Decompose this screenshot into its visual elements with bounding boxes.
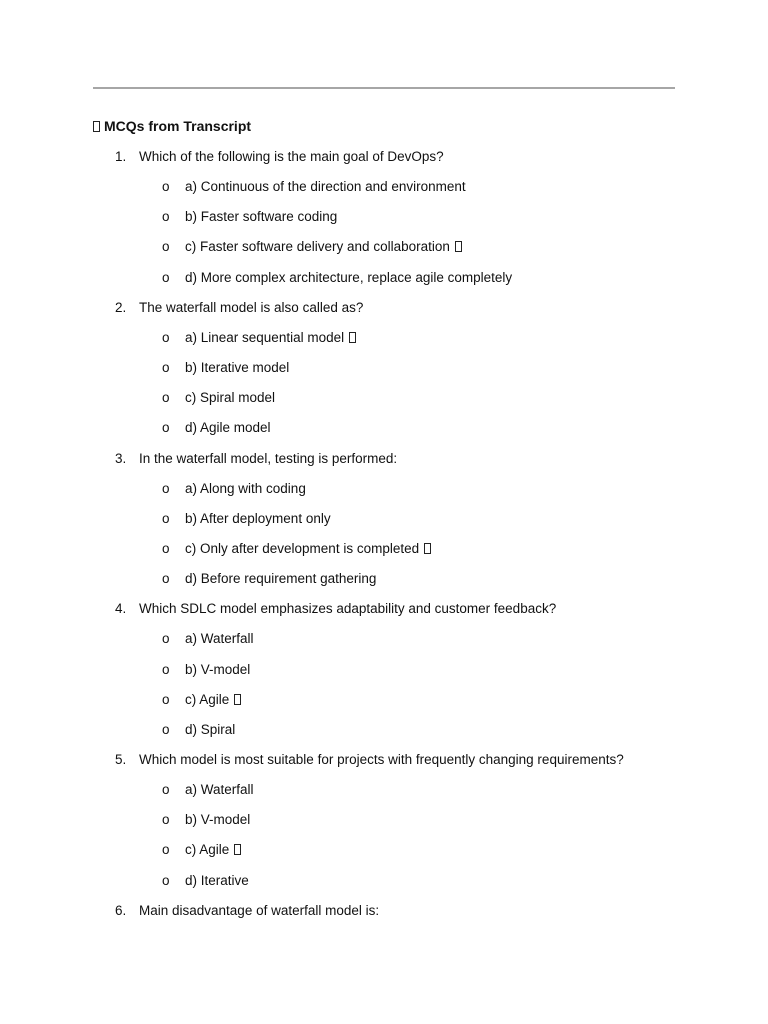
option-bullet: o	[162, 209, 170, 225]
option-label: b) After deployment only	[185, 510, 331, 526]
option-label: c) Spiral model	[185, 390, 276, 406]
option-text	[185, 630, 254, 648]
option-bullet: o	[162, 691, 170, 707]
question-number: 3.	[115, 450, 127, 466]
question-text: Main disadvantage of waterfall model is:	[139, 902, 380, 918]
option-text	[185, 480, 306, 498]
option-bullet: o	[162, 872, 170, 888]
option-text	[185, 811, 250, 829]
question-number: 1.	[115, 149, 127, 164]
option-bullet: o	[162, 721, 170, 737]
option-bullet: o	[162, 661, 170, 677]
option-label: d) Spiral	[185, 721, 236, 737]
option-label: d) Agile model	[185, 420, 271, 436]
option-text	[185, 570, 376, 588]
option-bullet: o	[162, 842, 170, 858]
option-bullet: o	[162, 269, 170, 285]
option-text	[185, 781, 254, 799]
option-label: a) Along with coding	[185, 480, 306, 496]
option-text	[185, 661, 250, 679]
option-text	[185, 238, 462, 256]
option-bullet: o	[162, 239, 170, 255]
option-text	[185, 691, 241, 709]
option-bullet: o	[162, 631, 170, 647]
option-text	[185, 540, 431, 558]
option-label: b) Faster software coding	[185, 209, 338, 225]
question-text: The waterfall model is also called as?	[139, 299, 364, 315]
question-number: 4.	[115, 601, 127, 617]
option-bullet: o	[162, 571, 170, 587]
option-bullet: o	[162, 420, 170, 436]
question-text: Which SDLC model emphasizes adaptability and customer feedback?	[139, 601, 557, 617]
option-text	[185, 872, 249, 890]
option-bullet: o	[162, 360, 170, 376]
section-heading	[93, 117, 251, 135]
option-label: d) Before requirement gathering	[185, 571, 377, 587]
option-label: a) Waterfall	[185, 631, 254, 647]
option-label: a) Linear sequential model	[185, 329, 345, 345]
option-label: a) Continuous of the direction and environment	[185, 179, 466, 195]
question-text: Which model is most suitable for projects with frequently changing requirements?	[139, 752, 624, 767]
option-label: c) Agile	[185, 691, 230, 707]
option-text	[185, 721, 235, 739]
option-text	[185, 178, 466, 196]
option-text	[185, 329, 356, 347]
correct-answer-mark-icon	[424, 543, 431, 554]
correct-answer-mark-icon	[455, 241, 462, 252]
question-number: 2.	[115, 299, 127, 315]
option-label: c) Faster software delivery and collaboration	[185, 239, 450, 255]
horizontal-rule	[93, 87, 675, 89]
option-bullet: o	[162, 480, 170, 496]
option-bullet: o	[162, 812, 170, 828]
option-text	[185, 510, 331, 528]
question-text: Which of the following is the main goal of DevOps?	[139, 149, 444, 164]
option-text	[185, 359, 289, 377]
question-text: In the waterfall model, testing is performed:	[139, 450, 398, 466]
option-label: b) V-model	[185, 661, 251, 677]
correct-answer-mark-icon	[234, 694, 241, 705]
option-label: d) More complex architecture, replace agile completely	[185, 269, 513, 285]
option-bullet: o	[162, 329, 170, 345]
option-bullet: o	[162, 390, 170, 406]
option-label: a) Waterfall	[185, 782, 254, 798]
correct-answer-mark-icon	[349, 332, 356, 343]
question-number: 6.	[115, 902, 127, 918]
option-text	[185, 389, 275, 407]
option-label: b) V-model	[185, 812, 251, 828]
option-label: c) Only after development is completed	[185, 540, 420, 556]
option-label: d) Iterative	[185, 872, 249, 888]
option-bullet: o	[162, 782, 170, 798]
question-number: 5.	[115, 752, 127, 767]
option-text	[185, 208, 337, 226]
missing-glyph-icon	[93, 121, 100, 132]
option-label: b) Iterative model	[185, 360, 290, 376]
option-bullet: o	[162, 540, 170, 556]
option-label: c) Agile	[185, 842, 230, 858]
section-heading-text: MCQs from Transcript	[104, 118, 252, 134]
correct-answer-mark-icon	[234, 844, 241, 855]
option-text	[185, 269, 512, 287]
option-bullet: o	[162, 510, 170, 526]
option-text	[185, 841, 241, 859]
option-bullet: o	[162, 179, 170, 195]
option-text	[185, 419, 271, 437]
